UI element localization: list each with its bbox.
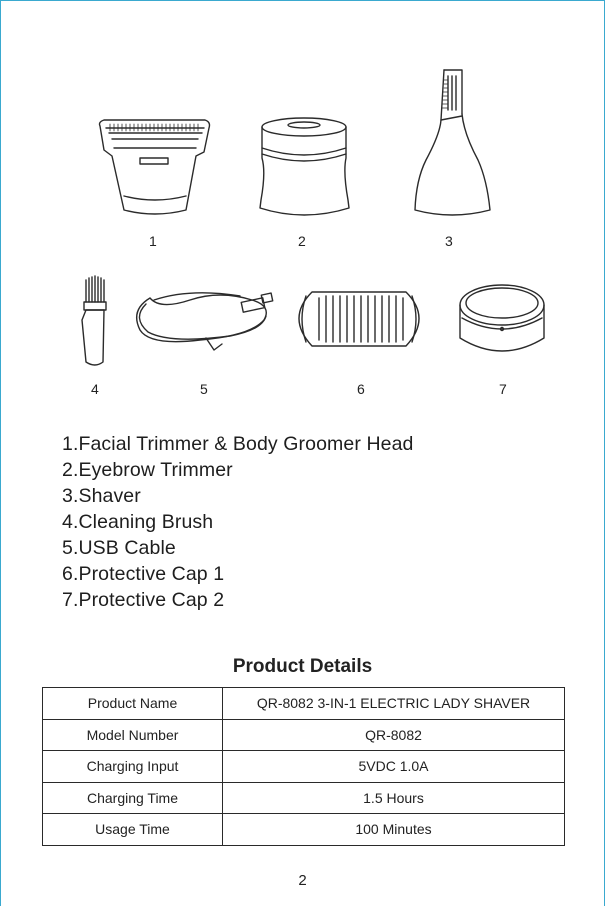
figure-number-5: 5 — [200, 381, 208, 397]
product-details-title: Product Details — [232, 656, 373, 677]
parts-list — [62, 431, 413, 613]
trimmer-head-icon — [100, 120, 210, 214]
list-item: 5.USB Cable — [62, 537, 176, 559]
list-item: 6.Protective Cap 1 — [62, 563, 225, 585]
table-value: QR-8082 3-IN-1 ELECTRIC LADY SHAVER — [223, 688, 565, 720]
list-item: 7.Protective Cap 2 — [62, 589, 225, 611]
table-value: 100 Minutes — [223, 814, 565, 846]
shaver-head-icon — [415, 70, 490, 215]
eyebrow-trimmer-head-icon — [260, 118, 349, 215]
table-label: Charging Time — [43, 782, 223, 814]
product-details-table — [42, 687, 565, 846]
table-row — [43, 782, 565, 814]
list-item: 4.Cleaning Brush — [62, 511, 214, 533]
accessories-illustration — [0, 0, 605, 420]
table-label: Product Name — [43, 688, 223, 720]
cleaning-brush-icon — [82, 276, 106, 365]
protective-cap-2-icon — [460, 285, 544, 351]
list-item: 2.Eyebrow Trimmer — [62, 459, 233, 481]
table-label: Charging Input — [43, 751, 223, 783]
table-label: Usage Time — [43, 814, 223, 846]
list-item: 1.Facial Trimmer & Body Groomer Head — [62, 433, 414, 455]
protective-cap-1-icon — [299, 292, 419, 346]
figure-number-7: 7 — [499, 381, 507, 397]
table-row — [43, 719, 565, 751]
list-item: 3.Shaver — [62, 485, 141, 507]
table-row — [43, 814, 565, 846]
table-row — [43, 688, 565, 720]
figure-number-1: 1 — [149, 233, 157, 249]
page-number: 2 — [298, 872, 307, 889]
table-value: 5VDC 1.0A — [223, 751, 565, 783]
table-value: QR-8082 — [223, 719, 565, 751]
figure-number-4: 4 — [91, 381, 99, 397]
figure-number-2: 2 — [298, 233, 306, 249]
table-row — [43, 751, 565, 783]
table-label: Model Number — [43, 719, 223, 751]
usb-cable-icon — [137, 293, 273, 350]
table-value: 1.5 Hours — [223, 782, 565, 814]
figure-number-3: 3 — [445, 233, 453, 249]
figure-number-6: 6 — [357, 381, 365, 397]
